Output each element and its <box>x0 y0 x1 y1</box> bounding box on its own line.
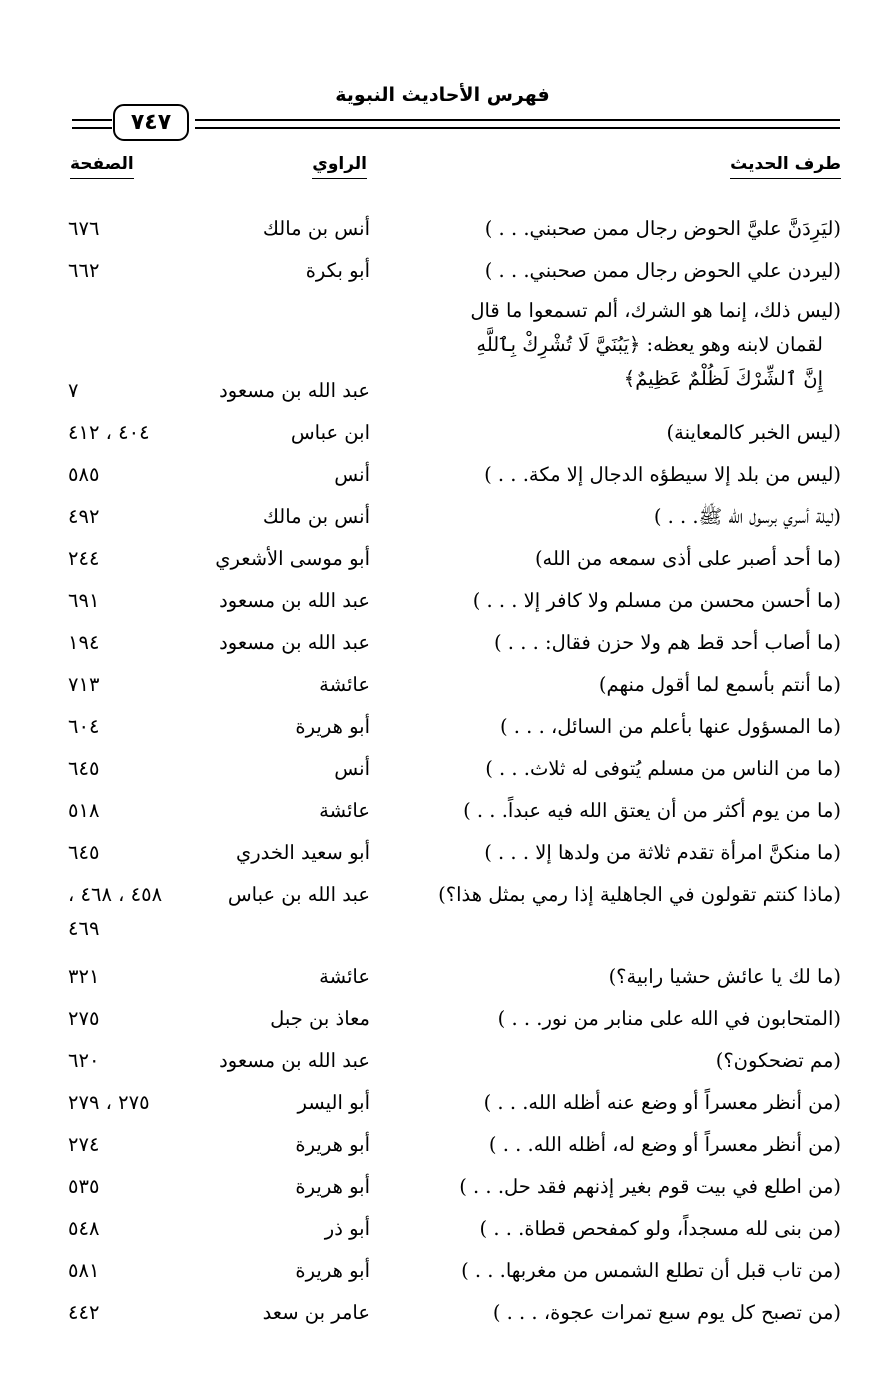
hadith-text: (ما أصاب أحد قط هم ولا حزن فقال: . . . ) <box>494 631 841 654</box>
header-rule-right <box>195 119 840 129</box>
page-number: ٧٤٧ <box>113 104 189 141</box>
page-ref: ٦٩١ <box>68 589 100 612</box>
narrator: معاذ بن جبل <box>270 1007 370 1030</box>
hadith-text: (من تاب قبل أن تطلع الشمس من مغربها. . . ) <box>461 1259 841 1282</box>
narrator: عبد الله بن مسعود <box>219 379 370 402</box>
narrator: أبو ذر <box>324 1217 370 1240</box>
page-ref: ٧ <box>68 379 79 402</box>
hadith-text: (المتحابون في الله على منابر من نور. . . ) <box>497 1007 841 1030</box>
narrator: عبد الله بن مسعود <box>219 631 370 654</box>
hadith-text: (ما أنتم بأسمع لما أقول منهم) <box>598 673 841 696</box>
page-ref: ٢٧٤ <box>68 1133 100 1156</box>
narrator: أنس <box>334 757 370 780</box>
page-ref: ٤٩٢ <box>68 505 100 528</box>
narrator: أبو اليسر <box>297 1091 370 1114</box>
narrator: أبو سعيد الخدري <box>235 841 370 864</box>
hadith-text: (ما أحد أصبر على أذى سمعه من الله) <box>534 547 841 570</box>
page-ref: ٤٤٢ <box>68 1301 100 1324</box>
running-title: فهرس الأحاديث النبوية <box>335 84 550 106</box>
narrator: عبد الله بن عباس <box>227 883 370 906</box>
narrator: أنس بن مالك <box>262 217 370 240</box>
hadith-text: (ليَرِدَنَّ عليَّ الحوض رجال ممن صحبني. . . ) <box>484 217 841 240</box>
hadith-text: (ما أحسن محسن من مسلم ولا كافر إلا . . . ) <box>472 589 841 612</box>
narrator: أبو موسى الأشعري <box>215 547 370 570</box>
column-header-narrator: الراوي <box>312 154 367 179</box>
hadith-text-continued: إِنَّ ٱلشِّرْكَ لَظُلْمٌ عَظِيمٌ﴾ <box>623 367 823 390</box>
page-ref: ٤٠٤ ، ٤١٢ <box>68 421 150 444</box>
narrator: أبو بكرة <box>305 259 370 282</box>
hadith-text: (ليس من بلد إلا سيطؤه الدجال إلا مكة. . . ) <box>484 463 841 486</box>
hadith-text: (مم تضحكون؟) <box>715 1049 841 1072</box>
narrator: عائشة <box>319 673 370 696</box>
narrator: أبو هريرة <box>295 1259 370 1282</box>
narrator: أنس <box>334 463 370 486</box>
narrator: عائشة <box>319 799 370 822</box>
page-ref: ١٩٤ <box>68 631 100 654</box>
page-ref: ٧١٣ <box>68 673 100 696</box>
page-ref: ٢٤٤ <box>68 547 100 570</box>
hadith-text: (ليلة أسري برسول الله ﷺ. . . ) <box>653 505 841 528</box>
hadith-text: (ما من يوم أكثر من أن يعتق الله فيه عبداً. . . ) <box>463 799 841 822</box>
page-ref: ٦٦٢ <box>68 259 100 282</box>
page-ref: ٢٧٥ <box>68 1007 100 1030</box>
page-ref: ٥٤٨ <box>68 1217 100 1240</box>
hadith-text: (ماذا كنتم تقولون في الجاهلية إذا رمي بمثل هذا؟) <box>438 883 841 906</box>
hadith-text: (ما من الناس من مسلم يُتوفى له ثلاث. . . ) <box>485 757 841 780</box>
page-ref: ٥١٨ <box>68 799 100 822</box>
narrator: أبو هريرة <box>295 1133 370 1156</box>
page-ref: ٥٣٥ <box>68 1175 100 1198</box>
hadith-text-continued: لقمان لابنه وهو يعظه: ﴿يَبُنَيَّ لَا تُشْرِكْ بِٱللَّهِ <box>476 333 823 356</box>
page-ref: ٦٤٥ <box>68 757 100 780</box>
narrator: عائشة <box>319 965 370 988</box>
page-ref: ٤٥٨ ، ٤٦٨ ، <box>68 883 163 906</box>
hadith-text: (ليس الخبر كالمعاينة) <box>666 421 841 444</box>
page-ref: ٦٤٥ <box>68 841 100 864</box>
hadith-text: (ليس ذلك، إنما هو الشرك، ألم تسمعوا ما قال <box>470 299 841 322</box>
hadith-text: (ليردن علي الحوض رجال ممن صحبني. . . ) <box>484 259 841 282</box>
page-ref: ٦٧٦ <box>68 217 100 240</box>
hadith-text: (من أنظر معسراً أو وضع له، أظله الله. . . ) <box>488 1133 841 1156</box>
page-ref: ٦٠٤ <box>68 715 100 738</box>
hadith-text: (من أنظر معسراً أو وضع عنه أظله الله. . . ) <box>483 1091 841 1114</box>
hadith-text: (ما المسؤول عنها بأعلم من السائل، . . . ) <box>499 715 841 738</box>
header-rule-left <box>72 119 112 129</box>
page-ref: ٦٢٠ <box>68 1049 100 1072</box>
column-header-hadith: طرف الحديث <box>730 154 841 179</box>
page-ref: ٥٨١ <box>68 1259 100 1282</box>
page-ref: ٥٨٥ <box>68 463 100 486</box>
hadith-text: (ما لك يا عائش حشيا رابية؟) <box>608 965 841 988</box>
narrator: عبد الله بن مسعود <box>219 589 370 612</box>
narrator: عامر بن سعد <box>262 1301 370 1324</box>
narrator: ابن عباس <box>290 421 370 444</box>
hadith-text: (من اطلع في بيت قوم بغير إذنهم فقد حل. . . ) <box>459 1175 841 1198</box>
narrator: أنس بن مالك <box>262 505 370 528</box>
hadith-text: (من بنى لله مسجداً، ولو كمفحص قطاة. . . ) <box>479 1217 841 1240</box>
hadith-text: (من تصبح كل يوم سبع تمرات عجوة، . . . ) <box>492 1301 841 1324</box>
column-header-page: الصفحة <box>70 154 134 179</box>
hadith-text: (ما منكنَّ امرأة تقدم ثلاثة من ولدها إلا . . . ) <box>484 841 841 864</box>
narrator: عبد الله بن مسعود <box>219 1049 370 1072</box>
page-ref: ٢٧٥ ، ٢٧٩ <box>68 1091 150 1114</box>
page-ref: ٣٢١ <box>68 965 100 988</box>
page-ref-continued: ٤٦٩ <box>68 917 100 940</box>
narrator: أبو هريرة <box>295 715 370 738</box>
narrator: أبو هريرة <box>295 1175 370 1198</box>
